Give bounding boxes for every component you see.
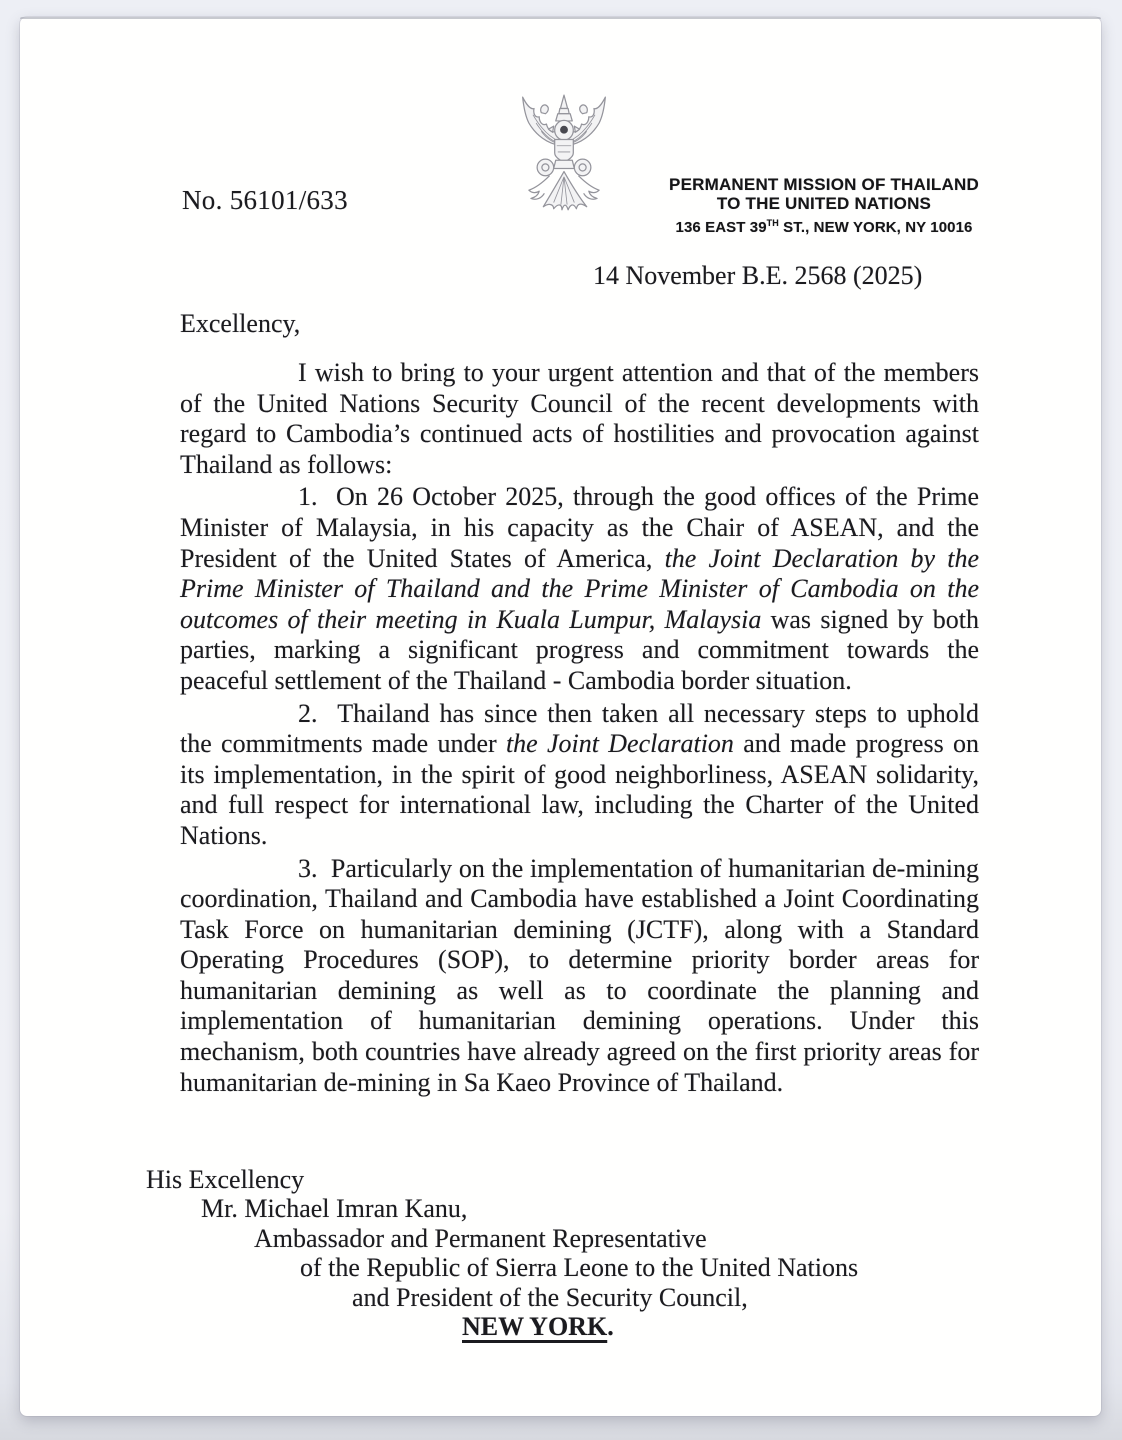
salutation: Excellency, [180,309,301,338]
letterhead-org-line2: TO THE UNITED NATIONS [716,194,932,213]
letter-date: 14 November B.E. 2568 (2025) [593,261,923,290]
letterhead-org-line1: PERMANENT MISSION OF THAILAND [669,175,979,194]
letter-page [20,17,1101,1416]
paragraph-2: 2. Thailand has since then taken all necessary steps to uphold the commitments made under the Joint Declaration and made progress on its implementation, in the spirit of good neighborliness, ASEAN solidarity, and full respect for international law, including the Charter of the United Nations. [180,698,979,850]
ordinal-superscript: TH [766,218,779,228]
recipient-line: of the Republic of Sierra Leone to the United Nations [300,1253,859,1283]
recipient-line: and President of the Security Council, [352,1282,748,1312]
paragraph-intro: I wish to bring to your urgent attention and that of the members of the United Nations Security Council of the recent developments with regard to Cambodia’s continued acts of hostilities and provocation against Thailand as follows: [180,358,979,479]
letterhead-block [658,175,990,237]
recipient-line: Ambassador and Permanent Representative [254,1223,707,1253]
recipient-line: His Excellency [146,1165,305,1194]
recipient-address-block [146,1165,858,1341]
recipient-line: Mr. Michael Imran Kanu, [201,1194,468,1224]
paragraph-1: 1. On 26 October 2025, through the good offices of the Prime Minister of Malaysia, in his capacity as the Chair of ASEAN, and the President of the United States of America, the Joint Declaration by the Prime Minister of Thailand and the Prime Minister of Cambodia on the outcomes of their meeting in Kuala Lumpur, Malaysia was signed by both parties, marking a significant progress and commitment towards the peaceful settlement of the Thailand - Cambodia border situation. [180,482,980,695]
reference-number: No. 56101/633 [182,185,348,215]
garuda-emblem-icon [502,89,626,219]
letterhead-address: 136 EAST 39TH ST., NEW YORK, NY 10016 [675,218,973,236]
letter-body [180,358,979,1100]
paragraph-3: 3. Particularly on the implementation of humanitarian de-mining coordination, Thailand and Cambodia have established a Joint Coordinating Task Force on humanitarian demining (JCTF), along with a Standard Operating Procedures (SOP), to determine priority border areas for humanitarian demining as well as to coordinate the planning and implementation of humanitarian demining operations. Under this mechanism, both countries have already agreed on the first priority areas for humanitarian de-mining in Sa Kaeo Province of Thailand. [180,853,979,1097]
recipient-city: NEW YORK. [462,1312,614,1342]
